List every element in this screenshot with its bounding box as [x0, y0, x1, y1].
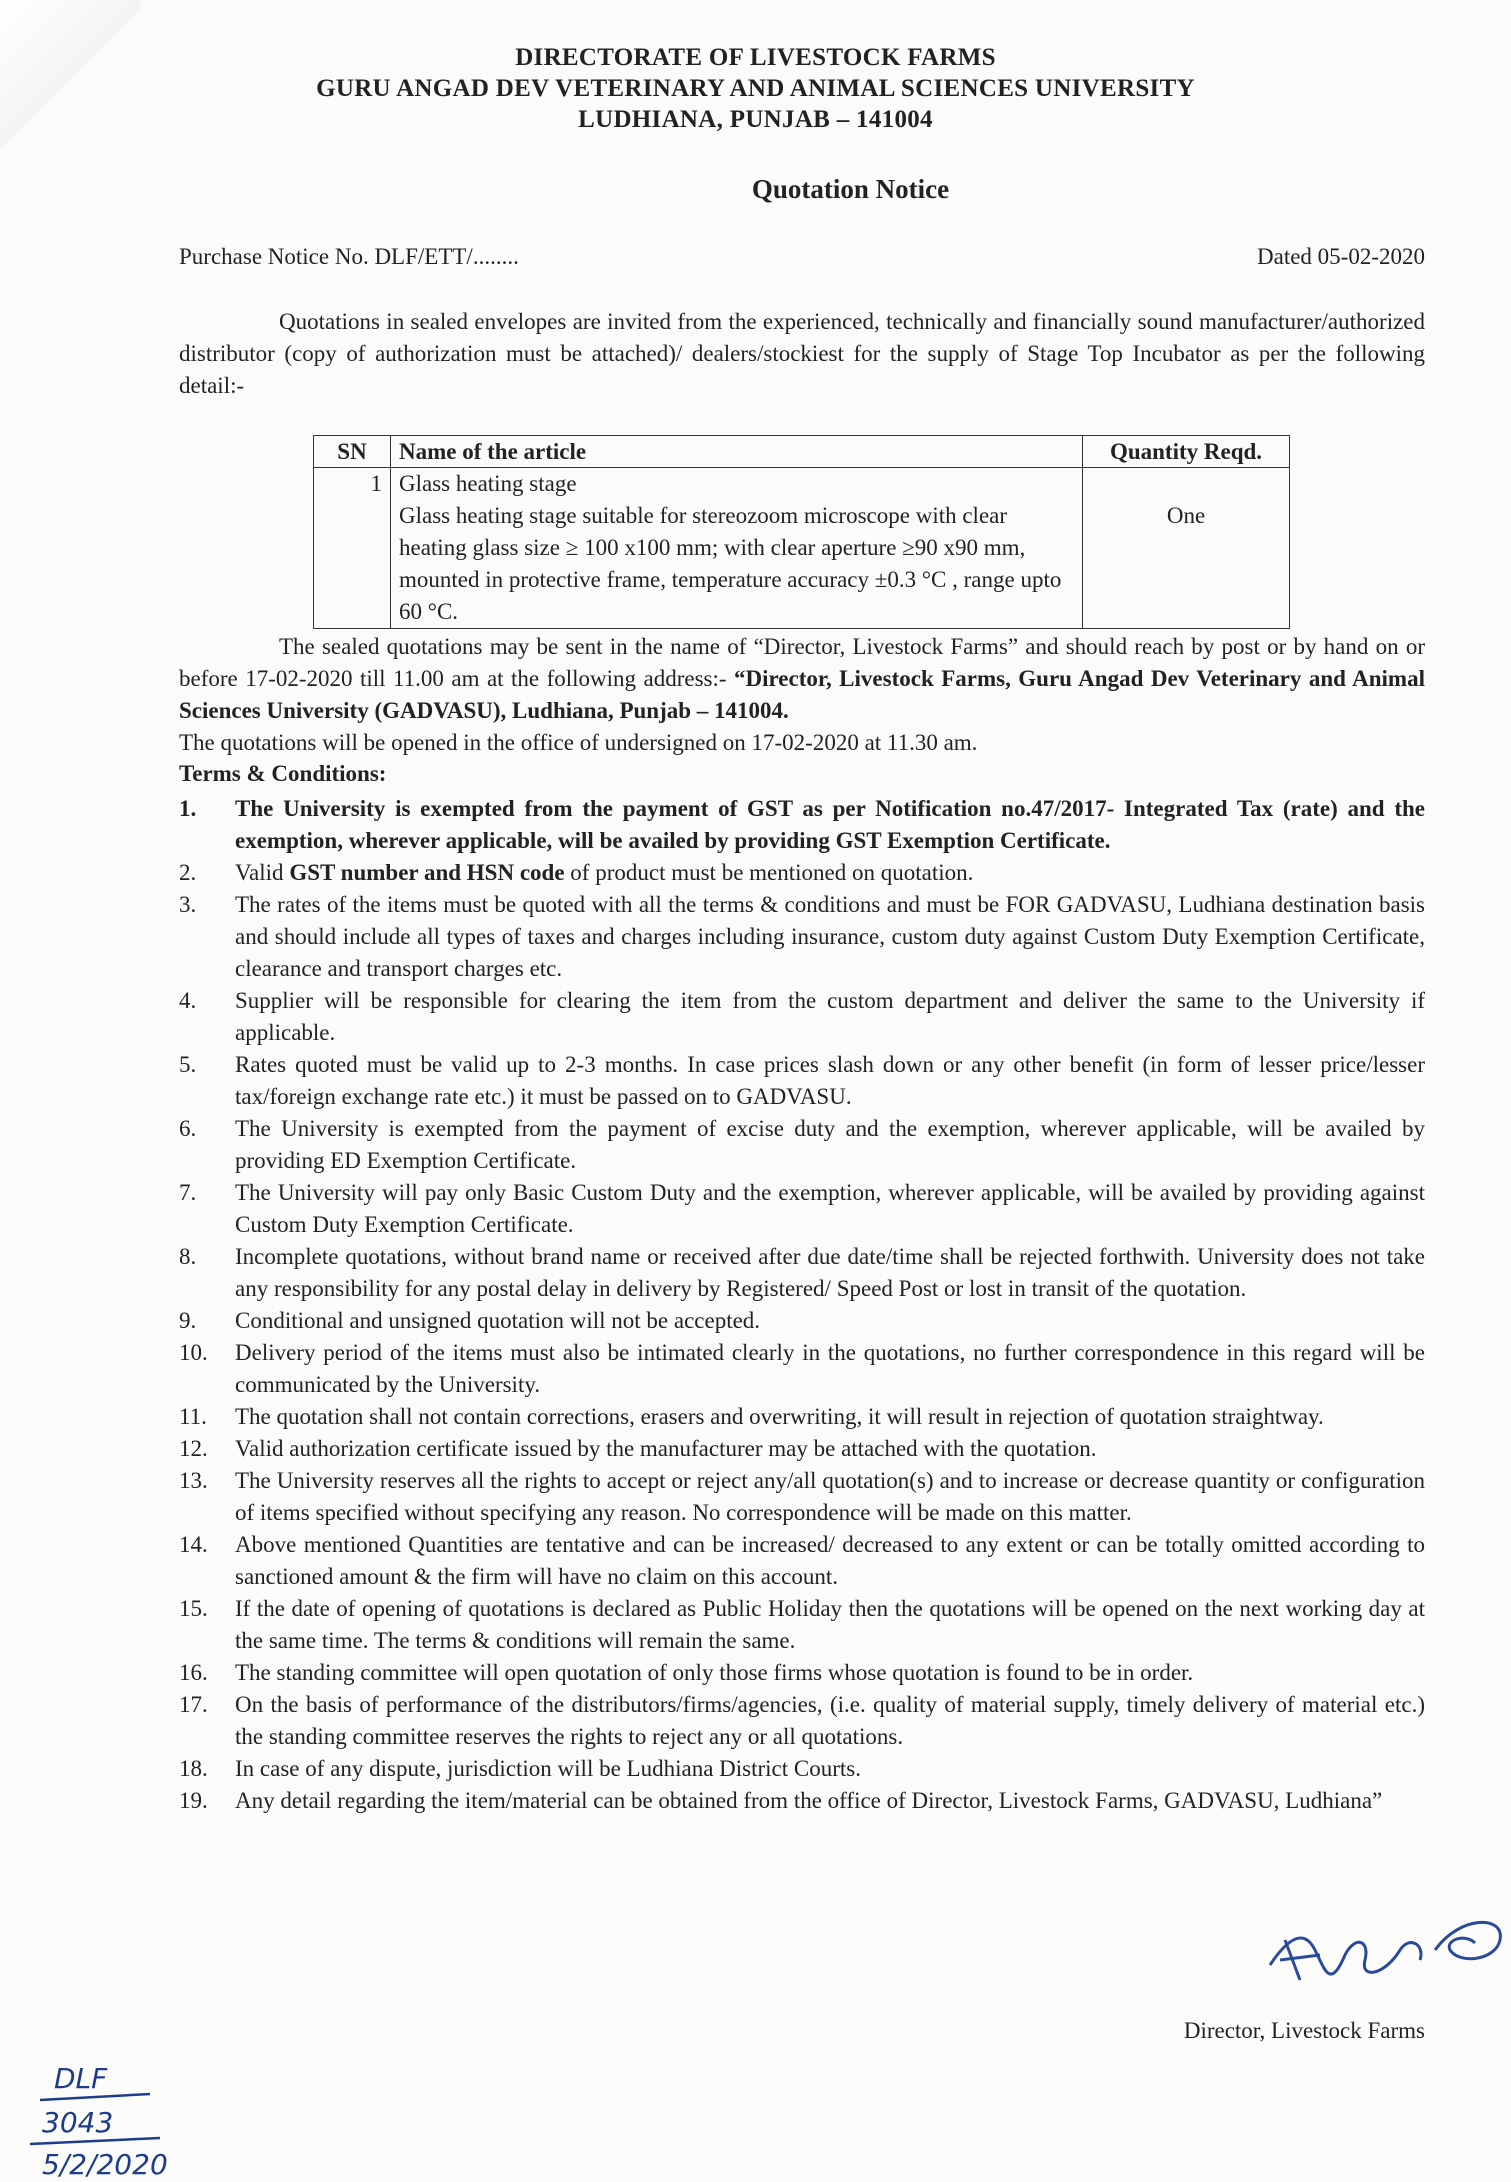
list-item: 3. The rates of the items must be quoted with all the terms & conditions and must be FOR GADVASU, Ludhiana destination basis and should include all types of taxes and charges including insurance, custom duty against Custom Duty Exemption Certificate, clearance and transport charges etc. — [179, 892, 1425, 981]
term-text: Any detail regarding the item/material can be obtained from the office of Director, Livestock Farms, GADVASU, Ludhiana” — [235, 1788, 1383, 1813]
items-table — [313, 435, 1290, 629]
list-item: 8. Incomplete quotations, without brand name or received after due date/time shall be rejected forthwith. University does not take any responsibility for any postal delay in delivery by Registered/ Speed Post or lost in transit of the quotation. — [179, 1244, 1425, 1301]
term-text: Delivery period of the items must also be intimated clearly in the quotations, no further correspondence in this regard will be communicated by the University. — [235, 1340, 1425, 1397]
list-item: 10. Delivery period of the items must also be intimated clearly in the quotations, no further correspondence in this regard will be communicated by the University. — [179, 1340, 1425, 1397]
header-sn: SN — [314, 436, 391, 468]
letterhead-line-2: GURU ANGAD DEV VETERINARY AND ANIMAL SCIENCES UNIVERSITY — [316, 75, 1195, 102]
term-text: If the date of opening of quotations is declared as Public Holiday then the quotations will be opened on the next working day at the same time. The terms & conditions will remain the same. — [235, 1596, 1425, 1653]
document-title-wrap — [0, 174, 1511, 205]
list-item: 4. Supplier will be responsible for clearing the item from the custom department and deliver the same to the University if applicable. — [179, 988, 1425, 1045]
letterhead — [0, 42, 1511, 135]
opening-date-paragraph: The quotations will be opened in the office of undersigned on 17-02-2020 at 11.30 am. — [179, 730, 978, 755]
document-title: Quotation Notice — [751, 174, 950, 204]
term-text: Conditional and unsigned quotation will not be accepted. — [235, 1308, 761, 1333]
list-item: 19. Any detail regarding the item/material can be obtained from the office of Director, Livestock Farms, GADVASU, Ludhiana” — [179, 1788, 1383, 1813]
stamp-line-1: DLF — [54, 2062, 108, 2095]
list-item: 11. The quotation shall not contain corrections, erasers and overwriting, it will result in rejection of quotation straightway. — [179, 1404, 1324, 1429]
letterhead-line-3: LUDHIANA, PUNJAB – 141004 — [578, 106, 933, 133]
article-title: Glass heating stage — [399, 471, 577, 496]
term-text: The University is exempted from the payment of excise duty and the exemption, wherever applicable, will be availed by providing ED Exemption Certificate. — [235, 1116, 1425, 1173]
row-sn: 1 — [314, 468, 391, 629]
submission-address: “Director, Livestock Farms, Guru Angad Dev Veterinary and Animal Sciences University (GADVASU), Ludhiana, Punjab – 141004. — [179, 666, 1425, 723]
list-item: 1. The University is exempted from the payment of GST as per Notification no.47/2017- Integrated Tax (rate) and the exemption, wherever applicable, will be availed by providing GST Exemption Certificate. — [179, 796, 1425, 853]
list-item: 16. The standing committee will open quotation of only those firms whose quotation is found to be in order. — [179, 1660, 1194, 1685]
list-item: 7. The University will pay only Basic Custom Duty and the exemption, wherever applicable, will be availed by providing against Custom Duty Exemption Certificate. — [179, 1180, 1425, 1237]
list-item: 12. Valid authorization certificate issued by the manufacturer may be attached with the quotation. — [179, 1436, 1097, 1461]
handwritten-diary-stamp — [20, 2060, 220, 2182]
list-item: 14. Above mentioned Quantities are tentative and can be increased/ decreased to any extent or can be totally omitted according to sanctioned amount & the firm will have no claim on this account. — [179, 1532, 1425, 1589]
term-text: Above mentioned Quantities are tentative and can be increased/ decreased to any extent or can be totally omitted according to sanctioned amount & the firm will have no claim on this account. — [235, 1532, 1425, 1589]
term-text: The University reserves all the rights to accept or reject any/all quotation(s) and to increase or decrease quantity or configuration of items specified without specifying any reason. No correspondence will be made on this matter. — [235, 1468, 1425, 1525]
terms-heading: Terms & Conditions: — [179, 761, 387, 786]
list-item: 15. If the date of opening of quotations is declared as Public Holiday then the quotations will be opened on the next working day at the same time. The terms & conditions will remain the same. — [179, 1596, 1425, 1653]
submission-text: The sealed quotations may be sent in the name of “Director, Livestock Farms” and should reach by post or by hand on or before 17-02-2020 till 11.00 am at the following address:- — [179, 634, 1425, 691]
term-text: Valid — [235, 860, 290, 885]
term-text: Rates quoted must be valid up to 2-3 months. In case prices slash down or any other benefit (in form of lesser price/lesser tax/foreign exchange rate etc.) it must be passed on to GADVASU. — [235, 1052, 1425, 1109]
terms-list — [179, 793, 1425, 1817]
table-row — [314, 468, 1290, 629]
term-text: Valid authorization certificate issued by the manufacturer may be attached with the quotation. — [235, 1436, 1097, 1461]
stamp-line-2: 3043 — [42, 2106, 114, 2139]
term-text: The University is exempted from the payment of GST as per Notification no.47/2017- Integrated Tax (rate) and the exemption, wherever applicable, will be availed by providing GST Exemption Certificate. — [235, 796, 1425, 853]
term-text: Supplier will be responsible for clearing the item from the custom department and deliver the same to the University if applicable. — [235, 988, 1425, 1045]
term-text: The quotation shall not contain corrections, erasers and overwriting, it will result in rejection of quotation straightway. — [235, 1404, 1324, 1429]
signatory-title: Director, Livestock Farms — [1183, 2018, 1425, 2043]
term-text: On the basis of performance of the distributors/firms/agencies, (i.e. quality of material supply, timely delivery of material etc.) the standing committee reserves the rights to reject any or all quotations. — [235, 1692, 1425, 1749]
article-description: Glass heating stage suitable for stereozoom microscope with clear heating glass size ≥ 100 x100 mm; with clear aperture ≥90 x90 mm, mounted in protective frame, temperature accuracy ±0.3 °C , range upto 60 °C. — [399, 503, 1062, 624]
submission-instructions — [179, 631, 1425, 759]
list-item: 13. The University reserves all the rights to accept or reject any/all quotation(s) and to increase or decrease quantity or configuration of items specified without specifying any reason. No correspondence will be made on this matter. — [179, 1468, 1425, 1525]
term-text: of product must be mentioned on quotation. — [564, 860, 974, 885]
list-item: 18. In case of any dispute, jurisdiction will be Ludhiana District Courts. — [179, 1756, 861, 1781]
term-text: The rates of the items must be quoted with all the terms & conditions and must be FOR GADVASU, Ludhiana destination basis and should include all types of taxes and charges including insurance, custom duty against Custom Duty Exemption Certificate, clearance and transport charges etc. — [235, 892, 1425, 981]
list-item: 6. The University is exempted from the payment of excise duty and the exemption, wherever applicable, will be availed by providing ED Exemption Certificate. — [179, 1116, 1425, 1173]
header-article-name: Name of the article — [391, 436, 1083, 468]
term-text-bold: GST number and HSN code — [289, 860, 565, 885]
term-text: The University will pay only Basic Custom Duty and the exemption, wherever applicable, will be availed by providing against Custom Duty Exemption Certificate. — [235, 1180, 1425, 1237]
term-text: In case of any dispute, jurisdiction will be Ludhiana District Courts. — [235, 1756, 861, 1781]
handwritten-signature — [1260, 1895, 1510, 2005]
stamp-line-3: 5/2/2020 — [42, 2148, 168, 2181]
row-article-name — [391, 468, 1083, 629]
list-item: 9. Conditional and unsigned quotation will not be accepted. — [179, 1308, 761, 1333]
notice-date: Dated 05-02-2020 — [1257, 244, 1425, 269]
term-text: Incomplete quotations, without brand name or received after due date/time shall be rejected forthwith. University does not take any responsibility for any postal delay in delivery by Registered/ Speed Post or lost in transit of the quotation. — [235, 1244, 1425, 1301]
list-item: 17. On the basis of performance of the distributors/firms/agencies, (i.e. quality of material supply, timely delivery of material etc.) the standing committee reserves the rights to reject any or all quotations. — [179, 1692, 1425, 1749]
items-table-header-row — [314, 436, 1290, 468]
header-quantity: Quantity Reqd. — [1083, 436, 1290, 468]
purchase-notice-number: Purchase Notice No. DLF/ETT/........ — [179, 244, 519, 269]
term-text: The standing committee will open quotation of only those firms whose quotation is found to be in order. — [235, 1660, 1194, 1685]
list-item: 5. Rates quoted must be valid up to 2-3 months. In case prices slash down or any other benefit (in form of lesser price/lesser tax/foreign exchange rate etc.) it must be passed on to GADVASU. — [179, 1052, 1425, 1109]
row-quantity: One — [1083, 468, 1290, 629]
letterhead-line-1: DIRECTORATE OF LIVESTOCK FARMS — [515, 44, 996, 71]
list-item: 2. Valid GST number and HSN code of product must be mentioned on quotation. — [179, 860, 974, 885]
intro-paragraph: Quotations in sealed envelopes are invited from the experienced, technically and financially sound manufacturer/authorized distributor (copy of authorization must be attached)/ dealers/stockiest for the supply of Stage Top Incubator as per the following detail:- — [179, 309, 1425, 398]
submission-paragraph — [179, 631, 1425, 727]
